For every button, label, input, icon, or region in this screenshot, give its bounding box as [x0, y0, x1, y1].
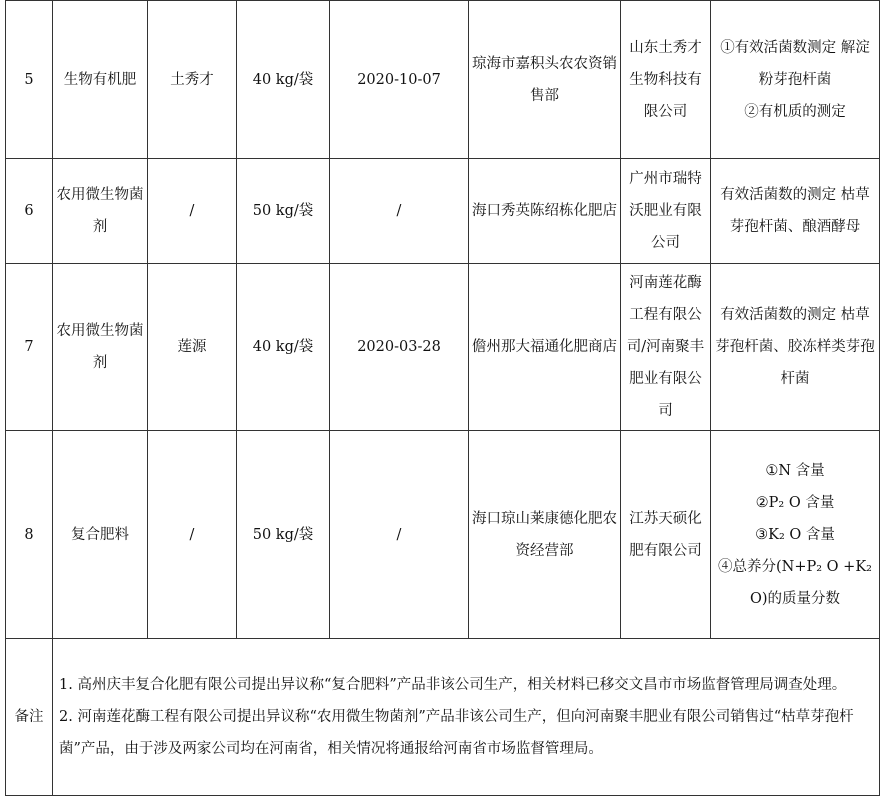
- test-item: 有效活菌数的测定 枯草芽孢杆菌、酿酒酵母: [720, 187, 870, 235]
- results-table-container: [5, 0, 879, 796]
- table-row: [6, 1, 880, 159]
- notes-row: [6, 639, 880, 796]
- test-item: ①有效活菌数测定 解淀粉芽孢杆菌: [720, 39, 870, 88]
- test-item: ③K₂ O 含量: [755, 526, 835, 543]
- test-items: [711, 159, 880, 264]
- spec: 40 kg/袋: [237, 264, 330, 431]
- test-item: ②P₂ O 含量: [755, 494, 835, 511]
- row-number: 8: [6, 431, 53, 639]
- results-table: [5, 0, 880, 796]
- row-number: 5: [6, 1, 53, 159]
- notes-body: [53, 639, 880, 796]
- brand: /: [148, 431, 237, 639]
- row-number: 7: [6, 264, 53, 431]
- production-date: /: [330, 431, 469, 639]
- seller: 海口琼山莱康德化肥农资经营部: [469, 431, 621, 639]
- brand: 莲源: [148, 264, 237, 431]
- manufacturer: 江苏天硕化肥有限公司: [621, 431, 711, 639]
- production-date: /: [330, 159, 469, 264]
- row-number: 6: [6, 159, 53, 264]
- test-item: 有效活菌数的测定 枯草芽孢杆菌、胶冻样类芽孢杆菌: [715, 307, 875, 387]
- brand: /: [148, 159, 237, 264]
- table-row: [6, 431, 880, 639]
- test-items: [711, 1, 880, 159]
- product-name: 农用微生物菌剂: [53, 159, 148, 264]
- product-name: 农用微生物菌剂: [53, 264, 148, 431]
- seller: 儋州那大福通化肥商店: [469, 264, 621, 431]
- manufacturer: 广州市瑞特沃肥业有限公司: [621, 159, 711, 264]
- test-item: ②有机质的测定: [744, 103, 846, 120]
- table-row: [6, 159, 880, 264]
- production-date: 2020-10-07: [330, 1, 469, 159]
- production-date: 2020-03-28: [330, 264, 469, 431]
- note-line: 1. 高州庆丰复合化肥有限公司提出异议称“复合肥料”产品非该公司生产，相关材料已移交文昌市市场监督管理局调查处理。: [59, 677, 847, 693]
- test-items: [711, 264, 880, 431]
- test-item: ①N 含量: [765, 462, 825, 479]
- test-items: [711, 431, 880, 639]
- seller: 琼海市嘉积头农农资销售部: [469, 1, 621, 159]
- brand: 土秀才: [148, 1, 237, 159]
- spec: 40 kg/袋: [237, 1, 330, 159]
- product-name: 复合肥料: [53, 431, 148, 639]
- manufacturer: 河南莲花酶工程有限公司/河南聚丰肥业有限公司: [621, 264, 711, 431]
- spec: 50 kg/袋: [237, 431, 330, 639]
- seller: 海口秀英陈绍栋化肥店: [469, 159, 621, 264]
- note-line: 2. 河南莲花酶工程有限公司提出异议称“农用微生物菌剂”产品非该公司生产，但向河南聚丰肥业有限公司销售过“枯草芽孢杆菌”产品，由于涉及两家公司均在河南省，相关情况将通报给河南省市场监督管理局。: [59, 709, 854, 757]
- manufacturer: 山东土秀才生物科技有限公司: [621, 1, 711, 159]
- notes-label: 备注: [6, 639, 53, 796]
- spec: 50 kg/袋: [237, 159, 330, 264]
- product-name: 生物有机肥: [53, 1, 148, 159]
- test-item: ④总养分(N+P₂ O +K₂ O)的质量分数: [718, 558, 872, 607]
- table-row: [6, 264, 880, 431]
